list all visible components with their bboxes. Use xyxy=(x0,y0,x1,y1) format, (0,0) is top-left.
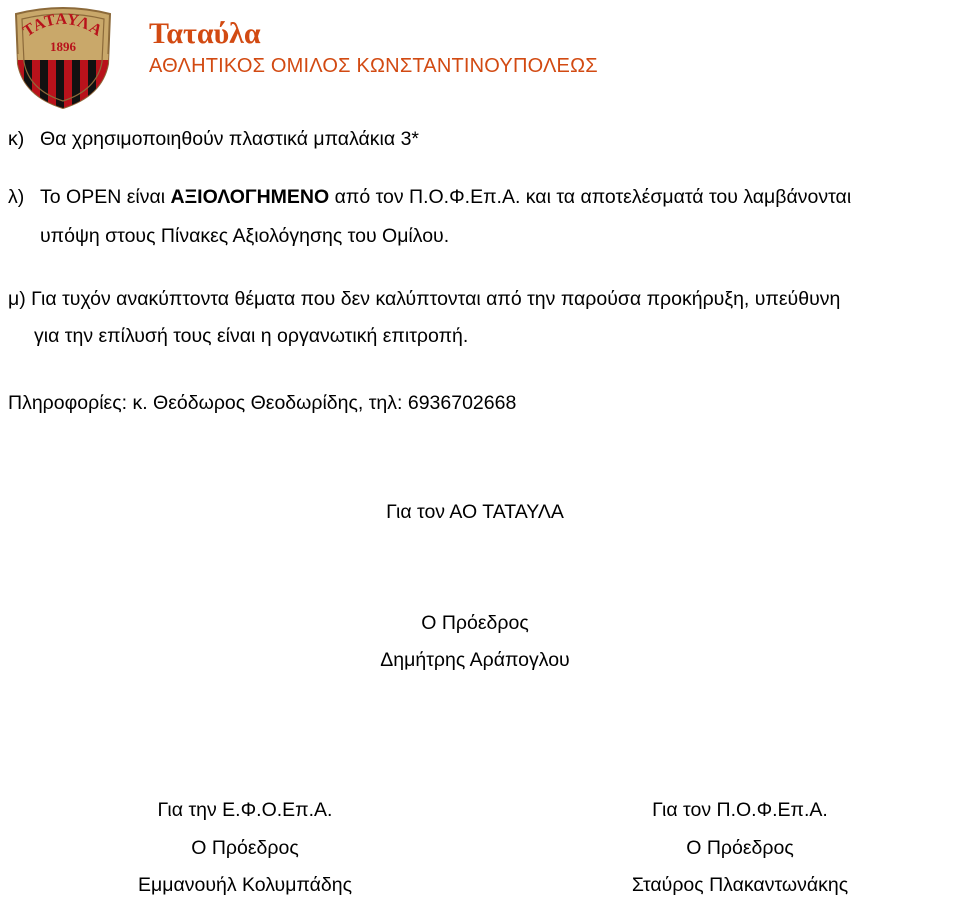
club-signature-name: Δημήτρης Αράπογλου xyxy=(380,649,570,671)
right-signature-role: Ο Πρόεδρος xyxy=(686,837,794,859)
club-crest-icon xyxy=(10,4,116,112)
contact-info: Πληροφορίες: κ. Θεόδωρος Θεοδωρίδης, τηλ: 6936702668 xyxy=(8,392,517,414)
left-signature-for: Για την Ε.Φ.Ο.Επ.Α. xyxy=(157,799,333,821)
item-text-m-line2: για την επίλυσή τους είναι η οργανωτική επιτροπή. xyxy=(34,325,469,347)
right-signature-name: Σταύρος Πλακαντωνάκης xyxy=(631,874,849,896)
right-signature-for: Για τον Π.Ο.Φ.Επ.Α. xyxy=(652,799,828,821)
item-text-l-post: από τον Π.Ο.Φ.Επ.Α. και τα αποτελέσματά του λαμβάνονται xyxy=(329,186,852,208)
item-text-l-bold: ΑΞΙΟΛΟΓΗΜΕΝΟ xyxy=(170,186,330,208)
item-text-k: Θα χρησιμοποιηθούν πλαστικά μπαλάκια 3* xyxy=(40,128,420,150)
brand-title: Ταταύλα xyxy=(149,17,261,50)
left-signature-name: Εμμανουήλ Κολυμπάδης xyxy=(138,874,352,896)
item-text-m-line1: μ) Για τυχόν ανακύπτοντα θέματα που δεν καλύπτονται από την παρούσα προκήρυξη, υπεύθυνη xyxy=(8,288,841,310)
item-text-l xyxy=(40,185,851,209)
item-marker-k: κ) xyxy=(8,128,25,150)
brand-subtitle: ΑΘΛΗΤΙΚΟΣ ΟΜΙΛΟΣ ΚΩΝΣΤΑΝΤΙΝΟΥΠΟΛΕΩΣ xyxy=(149,55,598,77)
item-text-l-pre: Το OPEN είναι xyxy=(40,186,171,208)
item-marker-l: λ) xyxy=(8,186,25,208)
crest-text: ΤΑΤΑΥΛΑ xyxy=(20,10,106,41)
left-signature-role: Ο Πρόεδρος xyxy=(191,837,299,859)
club-signature-role: Ο Πρόεδρος xyxy=(421,612,529,634)
club-signature-for: Για τον ΑΟ ΤΑΤΑΥΛΑ xyxy=(386,501,564,523)
item-text-l-line2: υπόψη στους Πίνακες Αξιολόγησης του Ομίλου. xyxy=(40,225,450,247)
crest-year: 1896 xyxy=(50,39,76,54)
